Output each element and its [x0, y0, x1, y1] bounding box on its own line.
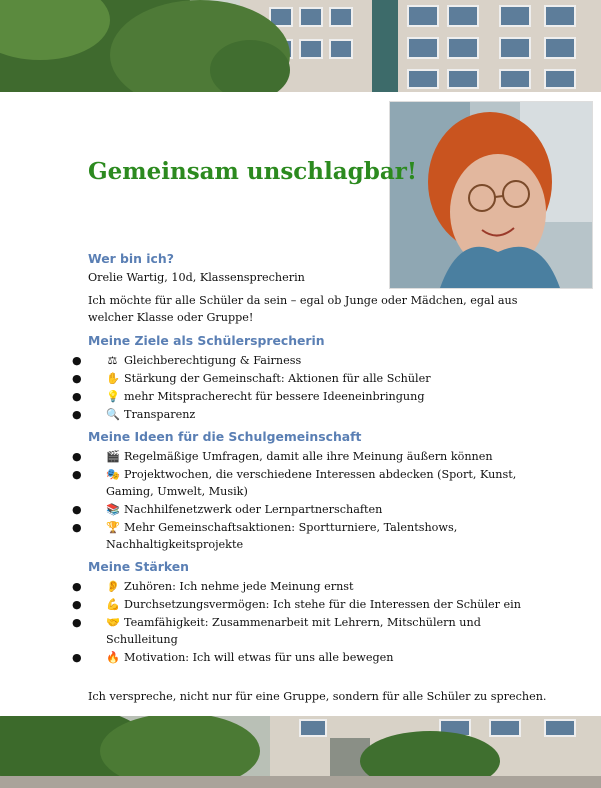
goals-heading: Meine Ziele als Schülersprecherin — [88, 333, 325, 348]
ideas-list — [72, 448, 528, 553]
magnifier-icon: 🔍 — [106, 408, 120, 421]
page-title: Gemeinsam unschlagbar! — [88, 158, 417, 185]
theater-masks-icon: 🎭 — [106, 468, 120, 481]
clapperboard-icon: 🎬 — [106, 450, 120, 463]
list-item: ● ✋ Stärkung der Gemeinschaft: Aktionen für alle Schüler — [72, 372, 431, 385]
top-banner-image — [0, 0, 601, 92]
handshake-icon: ✋ — [106, 372, 120, 385]
trophy-icon: 🏆 — [106, 521, 120, 534]
lightbulb-icon: 💡 — [106, 390, 120, 403]
list-item: ● 🔥 Motivation: Ich will etwas für uns alle bewegen — [72, 651, 394, 664]
flexed-biceps-icon: 💪 — [106, 598, 120, 611]
strengths-heading: Meine Stärken — [88, 559, 189, 574]
list-item: ● 👂 Zuhören: Ich nehme jede Meinung ernst — [72, 580, 354, 593]
list-item: ● 📚 Nachhilfenetzwerk oder Lernpartnerschaften — [72, 503, 383, 516]
ear-icon: 👂 — [106, 580, 120, 593]
intro-name-line: Orelie Wartig, 10d, Klassensprecherin — [88, 271, 305, 284]
books-icon: 📚 — [106, 503, 120, 516]
closing-statement: Ich verspreche, nicht nur für eine Gruppe, sondern für alle Schüler zu sprechen. — [88, 690, 547, 703]
list-item: ● 💡 mehr Mitspracherecht für bessere Ideeneinbringung — [72, 390, 425, 403]
fire-icon: 🔥 — [106, 651, 120, 664]
ideas-heading: Meine Ideen für die Schulgemeinschaft — [88, 429, 362, 444]
list-item: ● 🎭 Projektwochen, die verschiedene Interessen abdecken (Sport, Kunst, Gaming, Umwelt, Musik) — [72, 468, 517, 498]
list-item: ● ⚖ Gleichberechtigung & Fairness — [72, 354, 302, 367]
list-item: ● 🎬 Regelmäßige Umfragen, damit alle ihre Meinung äußern können — [72, 450, 493, 463]
flyer-content — [72, 250, 528, 667]
strengths-list — [72, 578, 528, 666]
goals-list — [72, 352, 528, 423]
list-item: ● 🔍 Transparenz — [72, 408, 196, 421]
list-item: ● 🤝 Teamfähigkeit: Zusammenarbeit mit Lehrern, Mitschülern und Schulleitung — [72, 616, 481, 646]
bottom-banner-image — [0, 716, 601, 788]
intro-statement: Ich möchte für alle Schüler da sein – egal ob Junge oder Mädchen, egal aus welcher Klasse oder Gruppe! — [88, 294, 518, 324]
list-item: ● 🏆 Mehr Gemeinschaftsaktionen: Sportturniere, Talentshows, Nachhaltigkeitsprojekte — [72, 521, 458, 551]
handshake-icon: 🤝 — [106, 616, 120, 629]
intro-heading: Wer bin ich? — [88, 251, 174, 266]
list-item: ● 💪 Durchsetzungsvermögen: Ich stehe für die Interessen der Schüler ein — [72, 598, 521, 611]
scale-icon: ⚖ — [107, 354, 118, 367]
